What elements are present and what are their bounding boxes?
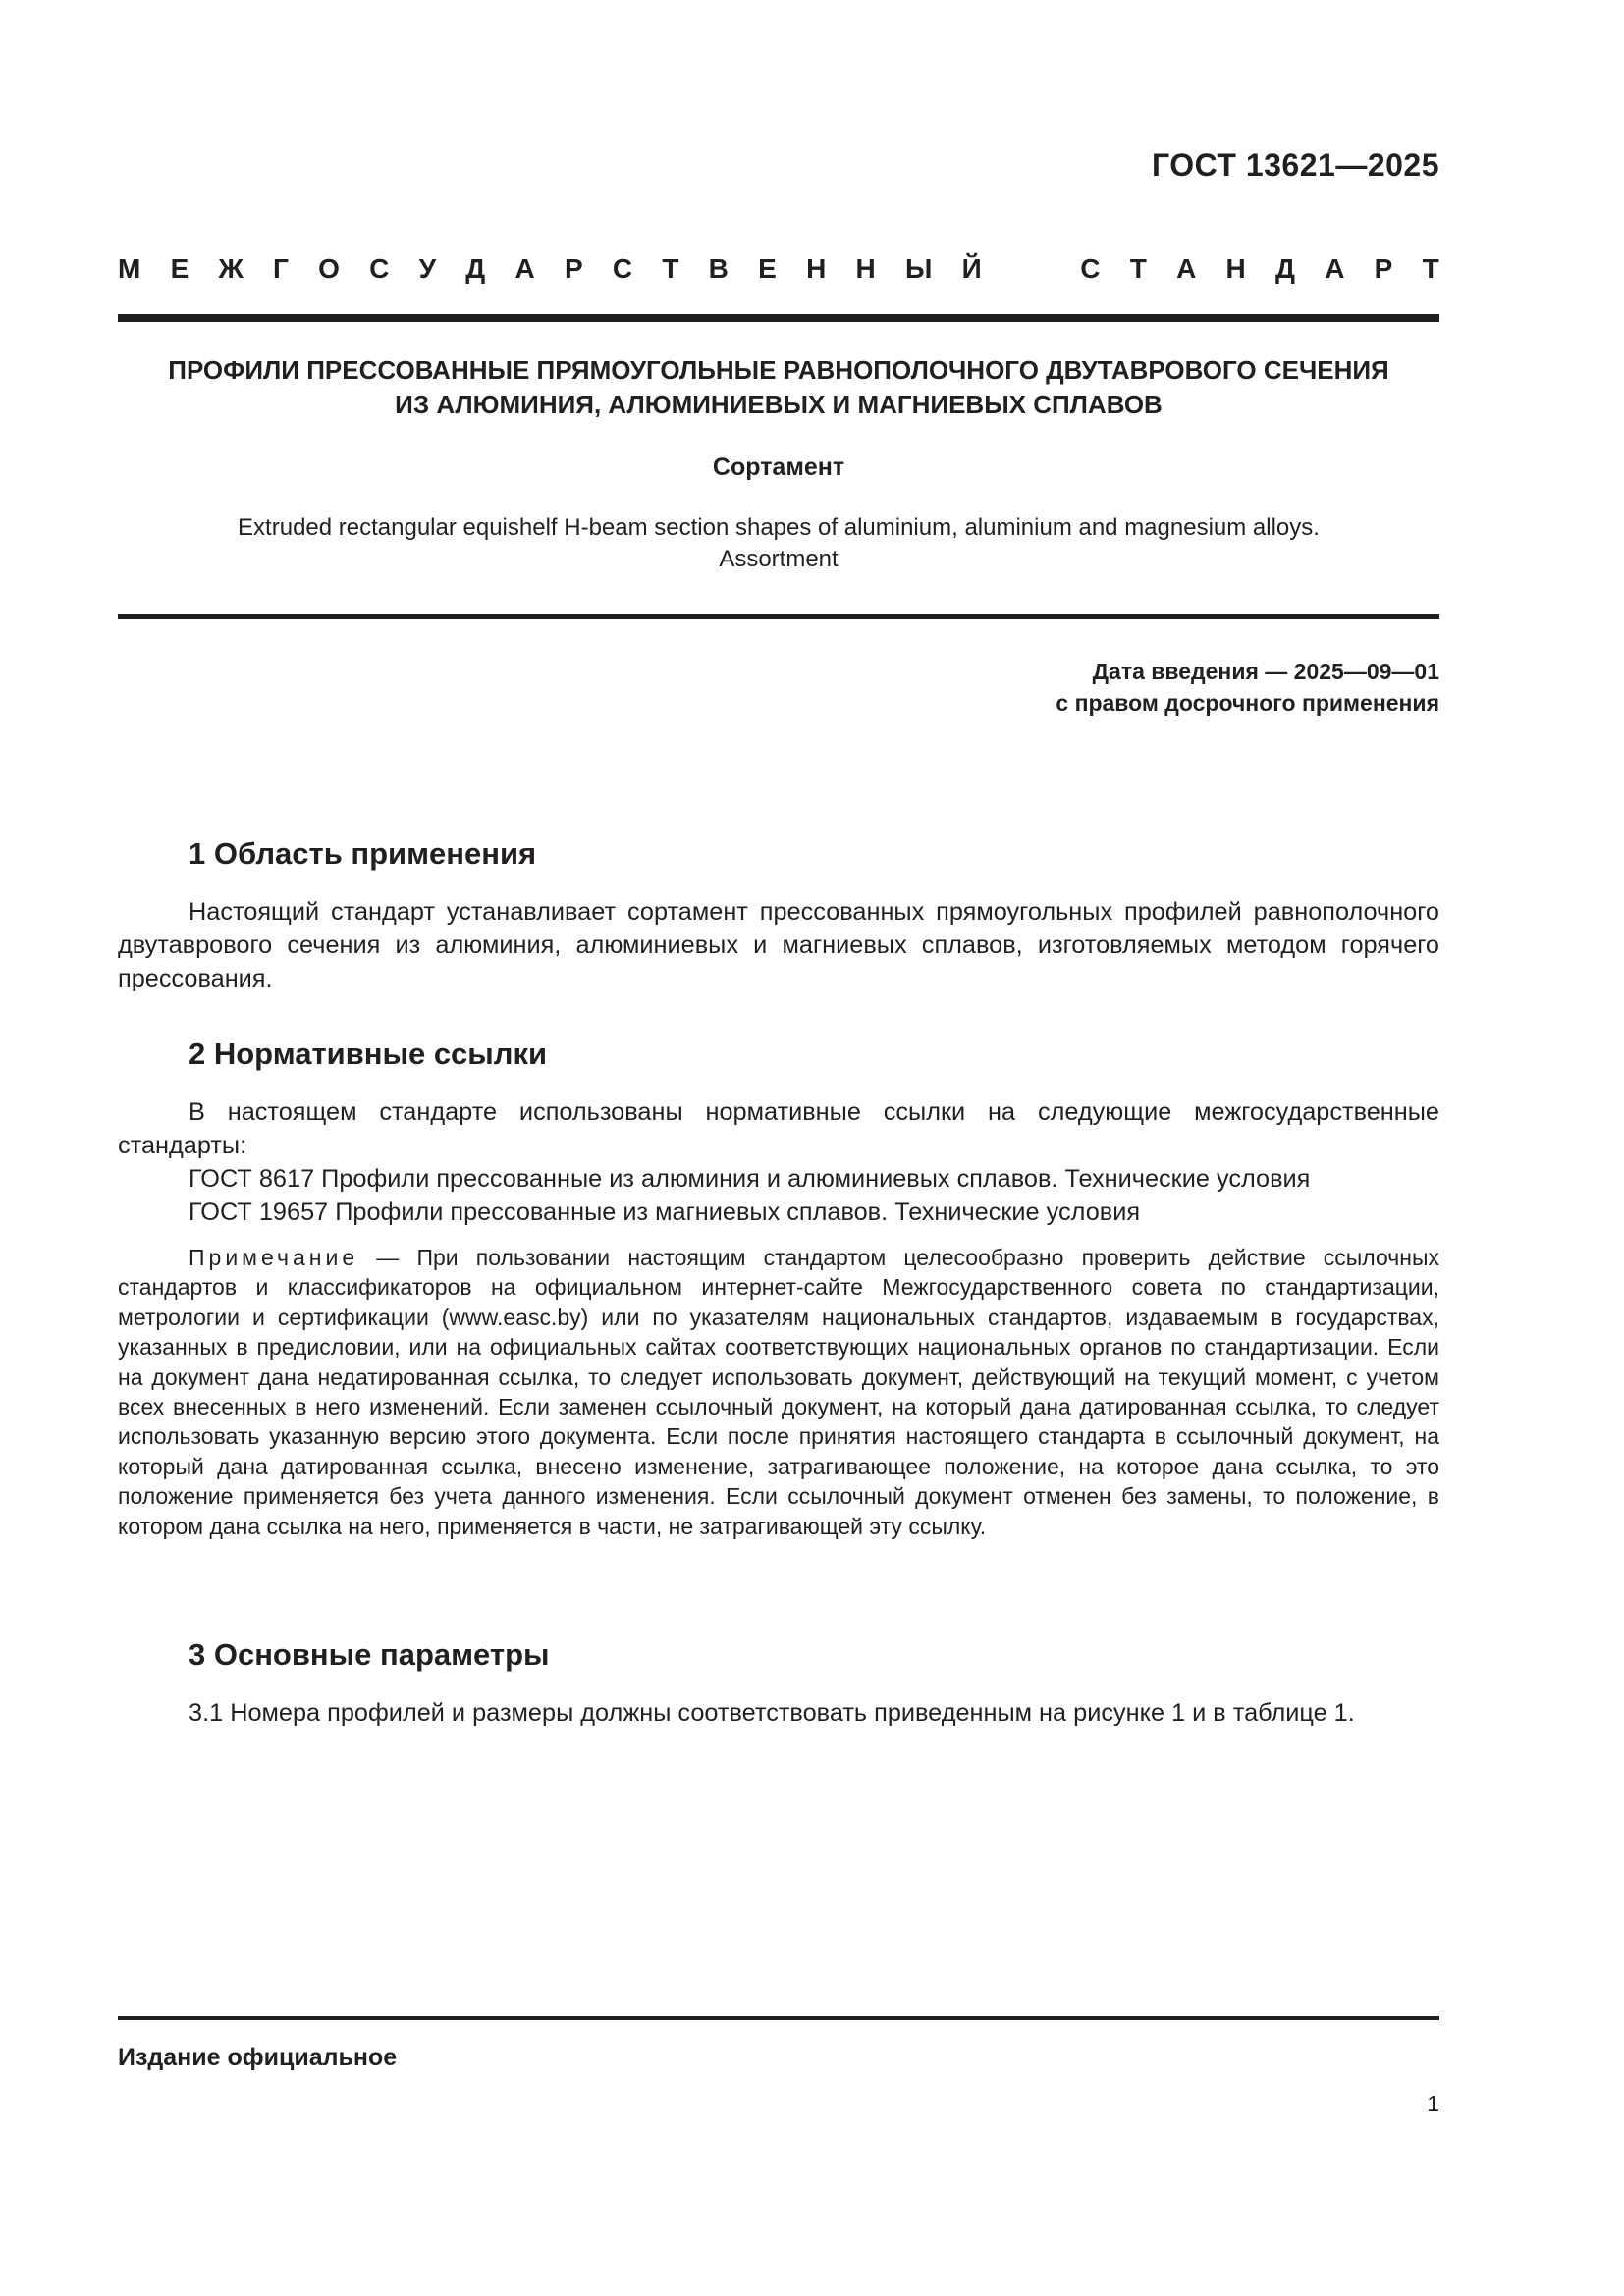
standard-type-letter: Р	[564, 253, 583, 284]
standard-type-letter: О	[318, 253, 340, 284]
standard-type-letter: Ж	[218, 253, 244, 284]
section-2-text-content: В настоящем стандарте использованы нормативные ссылки на следующие межгосударственные стандарты:	[118, 1098, 1439, 1159]
title-line-2: ИЗ АЛЮМИНИЯ, АЛЮМИНИЕВЫХ И МАГНИЕВЫХ СПЛАВОВ	[395, 390, 1163, 419]
document-subtitle: Сортамент	[712, 454, 845, 481]
section-3-text	[118, 1696, 1439, 1730]
standard-type-letter: А	[1176, 253, 1197, 284]
standard-type-letter: Т	[1129, 253, 1147, 284]
section-2-note	[118, 1243, 1439, 1541]
title-line-1: ПРОФИЛИ ПРЕССОВАННЫЕ ПРЯМОУГОЛЬНЫЕ РАВНОПОЛОЧНОГО ДВУТАВРОВОГО СЕЧЕНИЯ	[168, 355, 1389, 385]
standard-type-letter: М	[118, 253, 141, 284]
section-2-text	[118, 1095, 1439, 1162]
reference-gost-19657: ГОСТ 19657 Профили прессованные из магниевых сплавов. Технические условия	[189, 1199, 1141, 1226]
note-label: Примечание	[189, 1245, 359, 1270]
standard-type-letter: Т	[1422, 253, 1439, 284]
introduction-date	[1056, 656, 1439, 719]
standard-type-letter: Е	[170, 253, 189, 284]
standard-type-heading	[118, 253, 1439, 285]
standard-type-letter: Д	[465, 253, 486, 284]
standard-type-letter: С	[612, 253, 633, 284]
early-application-line: с правом досрочного применения	[1056, 690, 1439, 716]
english-title-line-1: Extruded rectangular equishelf H-beam section shapes of aluminium, aluminium and magnesium alloys.	[238, 514, 1320, 541]
reference-gost-8617: ГОСТ 8617 Профили прессованные из алюминия и алюминиевых сплавов. Технические условия	[189, 1165, 1311, 1193]
section-1-heading: 1 Область применения	[189, 836, 537, 871]
section-2-heading: 2 Нормативные ссылки	[189, 1037, 548, 1071]
standard-type-letter: В	[708, 253, 729, 284]
standard-type-letter: Г	[273, 253, 289, 284]
standard-type-letter: Н	[855, 253, 876, 284]
standard-type-letter: С	[1080, 253, 1101, 284]
standard-type-letter: Н	[806, 253, 827, 284]
introduction-date-line: Дата введения — 2025—09—01	[1092, 659, 1439, 684]
standard-type-letter: Е	[758, 253, 777, 284]
standard-type-letter: С	[369, 253, 390, 284]
standard-type-letter: Ы	[905, 253, 933, 284]
document-page	[118, 0, 1439, 2296]
note-text: — При пользовании настоящим стандартом целесообразно проверить действие ссылочных стандартов и классификаторов на официальном интернет-сайте Межгосударственного совета по стандартизации, метрологии и сертификации (www.easc.by) или по указателям национальных стандартов, издаваемым в государствах, указанных в предисловии, или на официальных сайтах соответствующих национальных органов по стандартизации. Если на документ дана недатированная ссылка, то следует использовать документ, действующий на текущий момент, с учетом всех внесенных в него изменений. Если заменен ссылочный документ, на который дана датированная ссылка, то следует использовать указанную версию этого документа. Если после принятия настоящего стандарта в ссылочный документ, на который дана датированная ссылка, внесено изменение, затрагивающее положение, на которое дана ссылка, то это положение применяется без учета данного изменения. Если ссылочный документ отменен без замены, то положение, в котором дана ссылка на него, применяется в части, не затрагивающей эту ссылку.	[118, 1245, 1439, 1539]
english-title	[118, 512, 1439, 575]
standard-type-letter: Н	[1225, 253, 1246, 284]
standard-type-letter: Т	[662, 253, 679, 284]
title-rule	[118, 614, 1439, 619]
footer-rule	[118, 2016, 1439, 2020]
section-1-text	[118, 895, 1439, 995]
official-edition-label: Издание официальное	[118, 2044, 398, 2071]
page-number: 1	[1427, 2091, 1439, 2116]
document-title	[118, 353, 1439, 422]
standard-type-letter: А	[1325, 253, 1345, 284]
standard-type-letter	[1011, 253, 1051, 285]
standard-type-letter: Д	[1275, 253, 1295, 284]
english-title-line-2: Assortment	[719, 546, 839, 572]
section-3-heading: 3 Основные параметры	[189, 1637, 550, 1672]
standard-type-letter: А	[514, 253, 535, 284]
standard-type-letter: Р	[1374, 253, 1393, 284]
header-rule	[118, 314, 1439, 322]
section-1-text-content: Настоящий стандарт устанавливает сортамент прессованных прямоугольных профилей равнополочного двутаврового сечения из алюминия, алюминиевых и магниевых сплавов, изготовляемых методом горячего прессования.	[118, 898, 1439, 992]
standard-type-letter: Й	[961, 253, 982, 284]
document-number: ГОСТ 13621—2025	[1151, 147, 1439, 183]
standard-type-letter: У	[418, 253, 437, 284]
section-3-text-content: 3.1 Номера профилей и размеры должны соответствовать приведенным на рисунке 1 и в таблице 1.	[189, 1699, 1355, 1727]
